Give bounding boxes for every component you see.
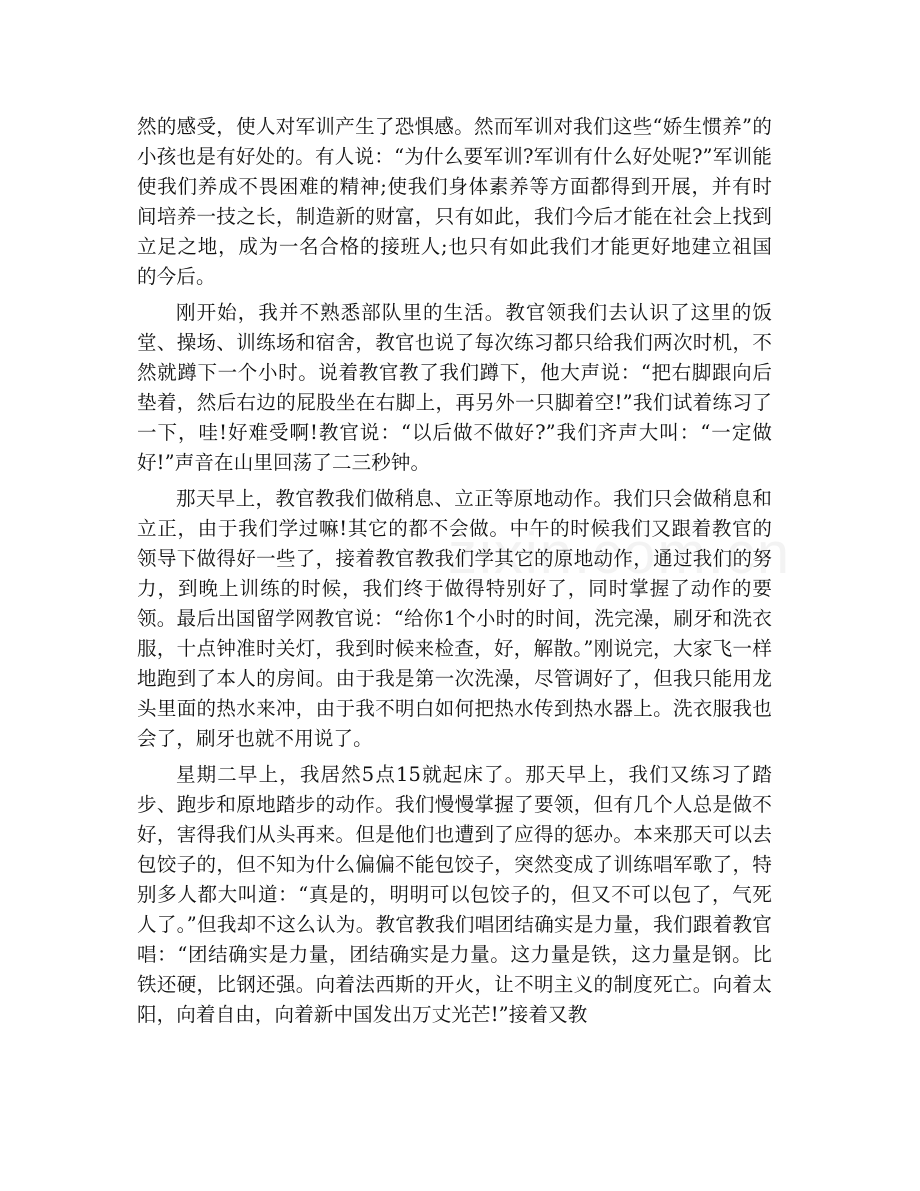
paragraph-4: 星期二早上，我居然5点15就起床了。那天早上，我们又练习了踏步、跑步和原地踏步的动作。我们慢慢掌握了要领，但有几个人总是做不好，害得我们从头再来。但是他们也遭到了应得的惩办。本来那天可以去包饺子的，但不知为什么偏偏不能包饺子，突然变成了训练唱军歌了，特别多人都大叫道：“真是的，明明可以包饺子的，但又不可以包了，气死人了。”但我却不这么认为。教官教我们唱团结确实是力量，我们跟着教官唱：“团结确实是力量，团结确实是力量。这力量是铁，这力量是钢。比铁还硬，比钢还强。向着法西斯的开火，让不明主义的制度死亡。向着太阳，向着自由，向着新中国发出万丈光芒!”接着又教 bbox=[137, 763, 772, 1026]
paragraph-3: 那天早上，教官教我们做稍息、立正等原地动作。我们只会做稍息和立正，由于我们学过嘛!其它的都不会做。中午的时候我们又跟着教官的领导下做得好一些了，接着教官教我们学其它的原地动作，通过我们的努力，到晚上训练的时候，我们终于做得特别好了，同时掌握了动作的要领。最后出国留学网教官说：“给你1个小时的时间，洗完澡，刷牙和洗衣服，十点钟准时关灯，我到时候来检查，好，解散。”刚说完，大家飞一样地跑到了本人的房间。由于我是第一次洗澡，尽管调好了，但我只能用龙头里面的热水来冲，由于我不明白如何把热水传到热水器上。洗衣服我也会了，刷牙也就不用说了。 bbox=[137, 487, 772, 750]
paragraph-2: 刚开始，我并不熟悉部队里的生活。教官领我们去认识了这里的饭堂、操场、训练场和宿舍，教官也说了每次练习都只给我们两次时机，不然就蹲下一个小时。说着教官教了我们蹲下，他大声说：“把右脚跟向后垫着，然后右边的屁股坐在右脚上，再另外一只脚着空!”我们试着练习了一下，哇!好难受啊!教官说：“以后做不做好?”我们齐声大叫：“一定做好!”声音在山里回荡了二三秒钟。 bbox=[137, 301, 772, 474]
document-body bbox=[137, 112, 772, 1030]
paragraph-1: 然的感受，使人对军训产生了恐惧感。然而军训对我们这些“娇生惯养”的小孩也是有好处的。有人说：“为什么要军训?军训有什么好处呢?”军训能使我们养成不畏困难的精神;使我们身体素养等方面都得到开展，并有时间培养一技之长，制造新的财富，只有如此，我们今后才能在社会上找到立足之地，成为一名合格的接班人;也只有如此我们才能更好地建立祖国的今后。 bbox=[137, 115, 772, 288]
